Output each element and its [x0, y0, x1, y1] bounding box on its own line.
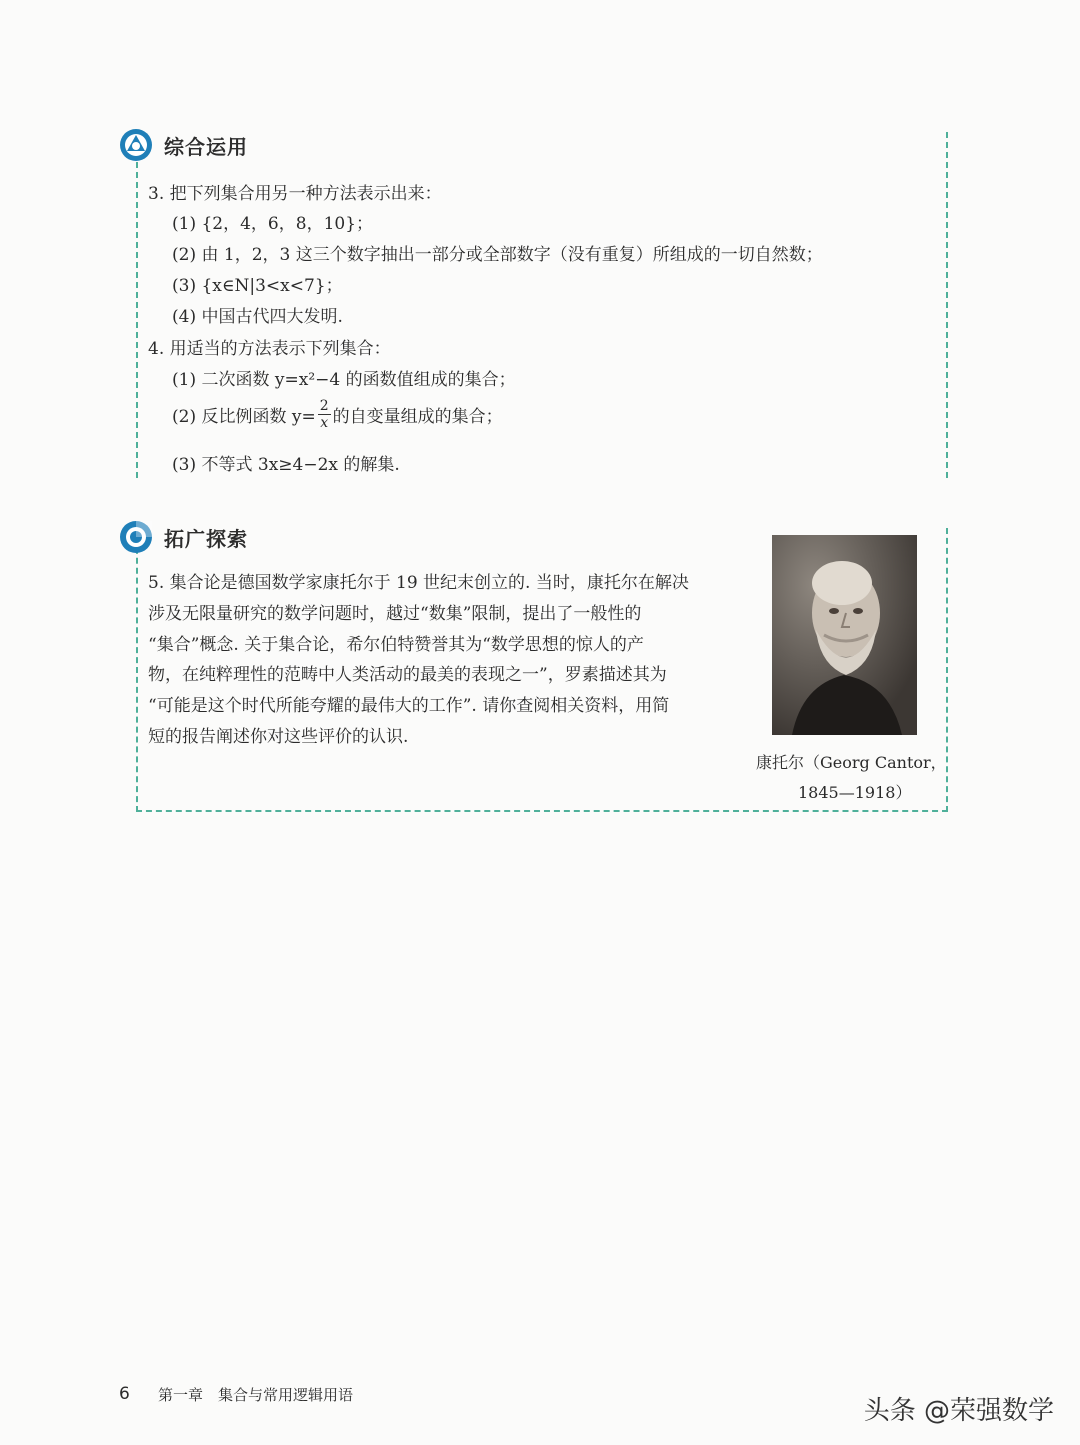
- cantor-portrait: [772, 535, 917, 735]
- question-3-item-2: (2) 由 1，2，3 这三个数字抽出一部分或全部数字（没有重复）所组成的一切自然数；: [172, 245, 823, 265]
- section-header-comprehensive: [118, 127, 256, 163]
- question-5-line: 物，在纯粹理性的范畴中人类活动的最美的表现之一”，罗素描述其为: [148, 665, 667, 686]
- question-5-line: 短的报告阐述你对这些评价的认识.: [148, 726, 409, 747]
- question-3-stem: 3. 把下列集合用另一种方法表示出来：: [148, 184, 442, 204]
- question-4-item-2: [172, 398, 503, 431]
- section-title: 综合运用: [164, 131, 256, 160]
- question-5-line: 涉及无限量研究的数学问题时，越过“数集”限制，提出了一般性的: [148, 603, 642, 624]
- triangle-circle-icon: [118, 127, 154, 163]
- page-number: 6: [119, 1384, 130, 1404]
- fraction-numerator: 2: [319, 398, 329, 414]
- question-4-stem: 4. 用适当的方法表示下列集合：: [148, 339, 391, 359]
- watermark: 头条 @荣强数学: [863, 1396, 1054, 1426]
- circle-badge-icon: [118, 519, 154, 555]
- chapter-title: 第一章 集合与常用逻辑用语: [158, 1386, 354, 1404]
- question-4-item-2-before: (2) 反比例函数 y=: [172, 407, 316, 427]
- question-5-line: “可能是这个时代所能夸耀的最伟大的工作”. 请你查阅相关资料，用简: [148, 696, 670, 717]
- question-4-item-3: (3) 不等式 3x≥4−2x 的解集.: [172, 455, 400, 475]
- portrait-caption-line-1: 康托尔（Georg Cantor，: [756, 753, 947, 772]
- question-5-line: 5. 集合论是德国数学家康托尔于 19 世纪末创立的. 当时，康托尔在解决: [148, 573, 689, 593]
- question-4-item-2-after: 的自变量组成的集合；: [332, 407, 503, 427]
- question-3-item-3: (3) {x∈N|3<x<7}；: [172, 276, 343, 296]
- section-header-explore: [118, 519, 256, 555]
- question-3-item-4: (4) 中国古代四大发明.: [172, 307, 343, 327]
- portrait-caption-line-2: 1845—1918）: [798, 783, 912, 802]
- question-5-line: “集合”概念. 关于集合论，希尔伯特赞誉其为“数学思想的惊人的产: [148, 634, 644, 655]
- question-4-item-1: (1) 二次函数 y=x²−4 的函数值组成的集合；: [172, 370, 516, 390]
- section-title: 拓广探索: [164, 523, 256, 552]
- fraction: [318, 398, 331, 431]
- fraction-denominator: x: [320, 415, 329, 431]
- question-5-paragraph: [148, 568, 748, 753]
- question-3-item-1: (1) {2，4，6，8，10}；: [172, 214, 374, 234]
